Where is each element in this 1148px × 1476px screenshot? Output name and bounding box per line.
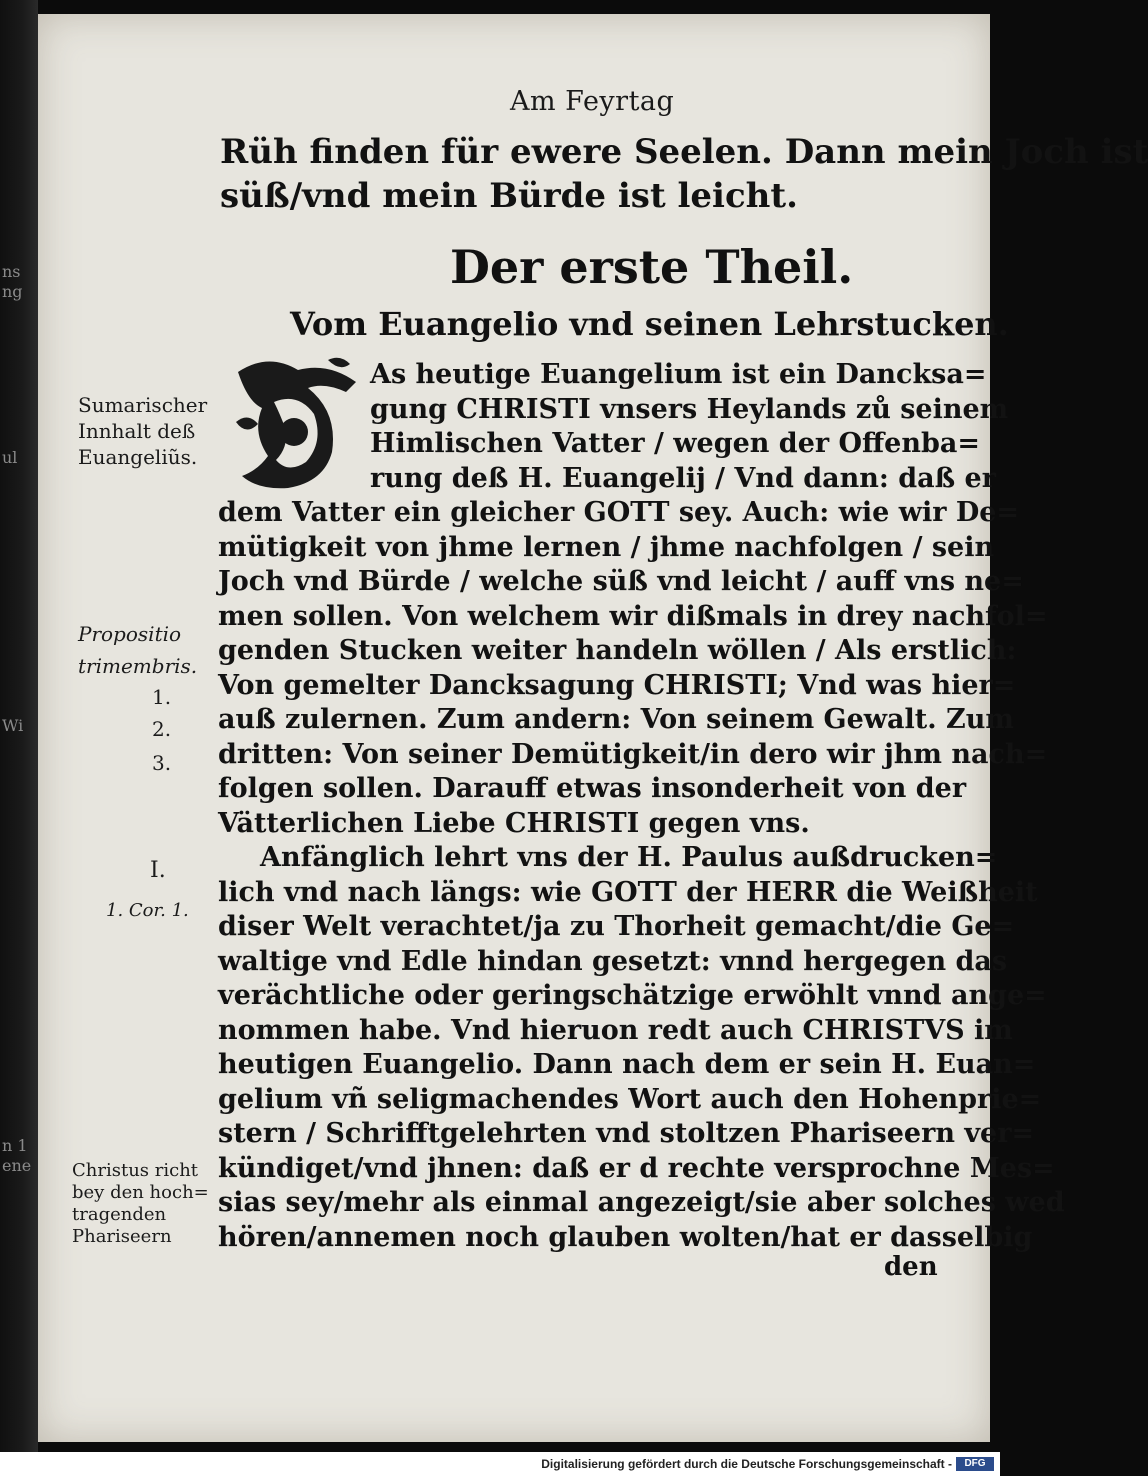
body-text xyxy=(218,358,1065,1255)
running-head: Am Feyrtag xyxy=(510,86,675,117)
dfg-logo: DFG xyxy=(956,1457,994,1471)
margin-line: bey den hoch= xyxy=(72,1182,209,1203)
margin-line: Euangeliũs. xyxy=(78,445,198,469)
text-line: sias sey/mehr als einmal angezeigt/sie aber solches wed xyxy=(218,1187,1065,1218)
text-line: Von gemelter Dancksagung CHRISTI; Vnd was hier= xyxy=(218,669,1016,701)
edge-fragment: ns xyxy=(2,262,21,281)
text-line: men sollen. Von welchem wir dißmals in drey nachfol= xyxy=(218,600,1048,632)
margin-line: Christus richt xyxy=(72,1160,199,1181)
margin-line: Innhalt deß xyxy=(78,419,196,443)
margin-line: Propositio xyxy=(78,622,182,646)
text-line: verächtliche oder geringschätzige erwöhlt vnnd ange= xyxy=(218,980,1047,1011)
margin-roman-numeral: I. xyxy=(150,858,166,883)
text-line: gung CHRISTI vnsers Heylands zů seinem xyxy=(370,393,1009,425)
margin-note-christus xyxy=(72,1160,209,1248)
margin-number: 1. xyxy=(152,685,172,709)
text-line: lich vnd nach längs: wie GOTT der HERR die Weißheit xyxy=(218,876,1038,908)
text-line: gelium vñ seligmachendes Wort auch den Hohenprie= xyxy=(218,1083,1042,1115)
margin-note-propositio xyxy=(78,618,197,682)
text-line: As heutige Euangelium ist ein Dancksa= xyxy=(370,359,987,390)
lead-line: Rüh finden für ewere Seelen. Dann mein Joch ist xyxy=(220,132,1148,172)
margin-line: Phariseern xyxy=(72,1226,172,1247)
margin-number: 2. xyxy=(152,717,172,741)
text-line: rung deß H. Euangelij / Vnd dann: daß er xyxy=(370,462,996,494)
text-line: auß zulernen. Zum andern: Von seinem Gewalt. Zum xyxy=(218,704,1014,735)
edge-fragment: n 1 xyxy=(2,1136,28,1155)
text-line: folgen sollen. Darauff etwas insonderheit von der xyxy=(218,773,967,804)
section-subheading: Vom Euangelio vnd seinen Lehrstucken. xyxy=(290,305,1009,343)
text-line: diser Welt verachtet/ja zu Thorheit gemacht/die Ge= xyxy=(218,911,1015,942)
text-line: Anfänglich lehrt vns der H. Paulus außdrucken= xyxy=(260,842,998,873)
edge-fragment: ene xyxy=(2,1156,32,1175)
text-line: dritten: Von seiner Demütigkeit/in dero wir jhm nach= xyxy=(218,738,1048,770)
edge-fragment: ul xyxy=(2,448,18,467)
text-line: waltige vnd Edle hindan gesetzt: vnnd hergegen das xyxy=(218,945,1008,977)
scan-left-edge xyxy=(0,0,38,1476)
footer-credit: Digitalisierung gefördert durch die Deutsche Forschungsgemeinschaft - xyxy=(541,1457,952,1471)
text-line: kündiget/vnd jhnen: daß er d rechte versprochne Mes= xyxy=(218,1152,1055,1184)
lead-text xyxy=(220,130,1148,218)
text-line: heutigen Euangelio. Dann nach dem er sein H. Euan= xyxy=(218,1049,1036,1080)
edge-fragment: ng xyxy=(2,282,23,301)
section-heading: Der erste Theil. xyxy=(450,240,854,294)
edge-fragment: Wi xyxy=(2,716,24,735)
margin-line: tragenden xyxy=(72,1204,167,1225)
lead-line: süß/vnd mein Bürde ist leicht. xyxy=(220,176,798,216)
text-line: genden Stucken weiter handeln wöllen / Als erstlich: xyxy=(218,635,1017,666)
margin-line: trimembris. xyxy=(78,654,198,678)
text-line: hören/annemen noch glauben wolten/hat er dasselbig xyxy=(218,1221,1033,1253)
footer-bar xyxy=(0,1452,1000,1476)
text-line: dem Vatter ein gleicher GOTT sey. Auch: wie wir De= xyxy=(218,497,1020,528)
text-line: stern / Schrifftgelehrten vnd stoltzen Phariseern ver= xyxy=(218,1118,1035,1149)
text-line: Vätterlichen Liebe CHRISTI gegen vns. xyxy=(218,807,810,839)
margin-reference: 1. Cor. 1. xyxy=(106,900,189,921)
margin-note-summary xyxy=(78,392,207,470)
text-line: Himlischen Vatter / wegen der Offenba= xyxy=(370,428,980,459)
catchword: den xyxy=(884,1252,938,1282)
text-line: Joch vnd Bürde / welche süß vnd leicht / auff vns ne= xyxy=(218,566,1024,597)
margin-line: Sumarischer xyxy=(78,393,208,417)
margin-number: 3. xyxy=(152,751,172,775)
text-line: nommen habe. Vnd hieruon redt auch CHRISTVS im xyxy=(218,1014,1013,1046)
text-line: mütigkeit von jhme lernen / jhme nachfolgen / sein xyxy=(218,531,995,563)
